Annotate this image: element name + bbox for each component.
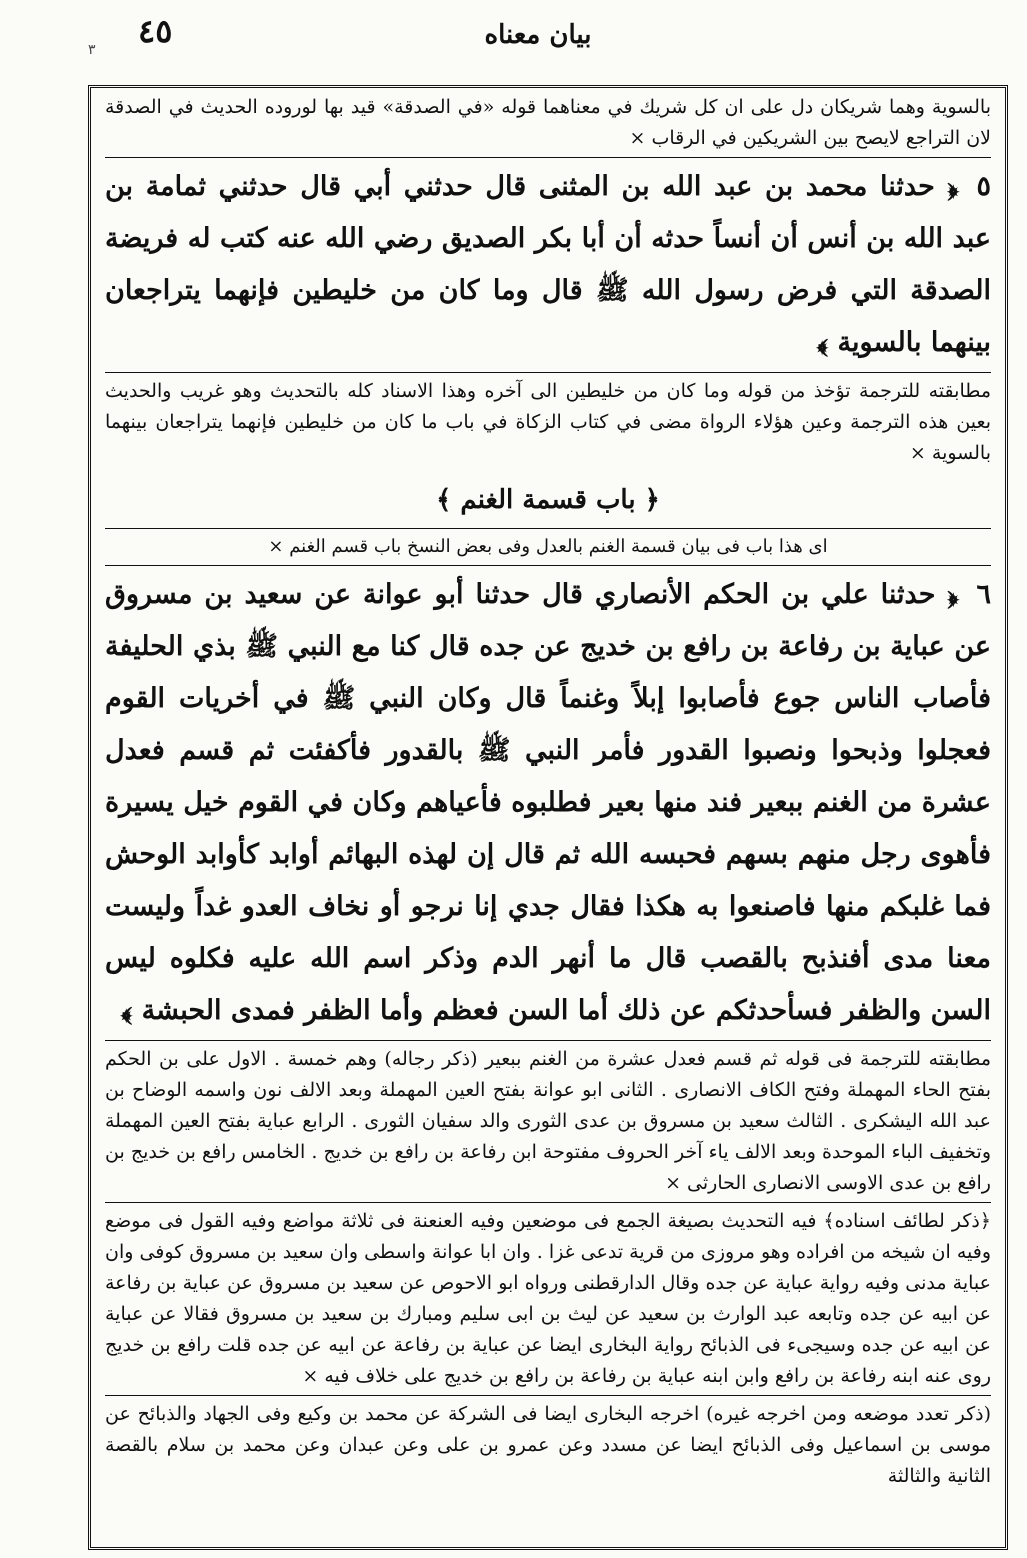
divider	[105, 1040, 991, 1041]
commentary-6-lataif: ﴿ذكر لطائف اسناده﴾ فيه التحديث بصيغة الجمع فى موضعين وفيه العنعنة فى ثلاثة مواضع وفيه القول فى موضع وفيه ان شيخه من افراده وهو مروزى من قرية تدعى غزا . وان ابا عوانة واسطى وان سعيد بن مسروق كوفى وان عباية مدنى وفيه رواية عباية عن جده وقال الدارقطنى ورواه ابو الاحوص عن سعيد بن مسروق عن عباية بن رفاعة عن ابيه عن جده وتابعه عبد الوارث بن سعيد عن ليث بن ابى سليم ومبارك بن سعيد بن مسروق فقالا عن عباية عن ابيه عن جده وسيجىء فى الذبائح رواية البخارى ايضا عن عباية بن رفاعة عن ابيه عن جده قلت رافع بن خديج روى عنه ابنه رفاعة بن رافع وابن ابنه عباية بن رفاعة بن رافع بن خديج على خلاف فيه ×	[105, 1210, 991, 1387]
divider	[105, 1202, 991, 1203]
divider	[105, 565, 991, 566]
chapter-note: اى هذا باب فى بيان قسمة الغنم بالعدل وفى بعض النسخ باب قسم الغنم ×	[268, 536, 828, 557]
text-frame	[88, 85, 1008, 1550]
commentary-6-rijal: مطابقته للترجمة فى قوله ثم قسم فعدل عشرة من الغنم ببعير (ذكر رجاله) وهم خمسة . الاول على بن الحكم بفتح الحاء المهملة وفتح الكاف الانصارى . الثانى ابو عوانة بفتح العين المهملة وبعد الالف نون واسمه الوضاح بن عبد الله اليشكرى . الثالث سعيد بن مسروق بن عدى الثورى والد سفيان الثورى . الرابع عباية بفتح العين المهملة وتخفيف الباء الموحدة وبعد الالف ياء آخر الحروف مفتوحة ابن رفاعة بن رافع بن خديج . الخامس رافع بن خديج بن رافع بن عدى الاوسى الانصارى الحارثى ×	[105, 1048, 991, 1194]
hadith-5-number: ٥	[976, 171, 991, 202]
hadith-5	[105, 161, 991, 369]
page-header	[88, 12, 988, 60]
divider	[105, 157, 991, 158]
divider	[105, 372, 991, 373]
hadith-5-text: ﴿ حدثنا محمد بن عبد الله بن المثنى قال حدثني أبي قال حدثني ثمامة بن عبد الله بن أنس أن أنساً حدثه أن أبا بكر الصديق رضي الله عنه كتب له فريضة الصدقة التي فرض رسول الله ﷺ قال وما كان من خليطين فإنهما يتراجعان بينهما بالسوية ﴾	[105, 171, 991, 358]
commentary-6-takhrij: (ذكر تعدد موضعه ومن اخرجه غيره) اخرجه البخارى ايضا فى الشركة عن محمد بن وكيع وفى الجهاد والذبائح عن موسى بن اسماعيل وفى الذبائح ايضا عن مسدد وعن عمرو بن على وعن عبدان وعن محمد بن سلام بالقصة الثانية والثالثة	[105, 1403, 991, 1487]
hadith-6-number: ٦	[976, 579, 991, 610]
commentary-top: بالسوية وهما شريكان دل على ان كل شريك في معناهما قوله «في الصدقة» قيد بها لوروده الحديث في الصدقة لان التراجع لايصح بين الشريكين في الرقاب ×	[105, 96, 991, 149]
page-title: بيان معناه	[484, 20, 592, 50]
page-number: ٤٥	[138, 12, 173, 50]
commentary-5: مطابقته للترجمة تؤخذ من قوله وما كان من خليطين الى آخره وهذا الاسناد كله بالتحديث وهو غريب والحديث بعين هذه الترجمة وعين هؤلاء الرواة مضى في كتاب الزكاة في باب ما كان من خليطين فإنهما يتراجعان بينهما بالسوية ×	[105, 380, 991, 464]
hadith-6-text: ﴿ حدثنا علي بن الحكم الأنصاري قال حدثنا أبو عوانة عن سعيد بن مسروق عن عباية بن رفاعة بن رافع بن خديج عن جده قال كنا مع النبي ﷺ بذي الحليفة فأصاب الناس جوع فأصابوا إبلاً وغنماً قال وكان النبي ﷺ في أخريات القوم فعجلوا وذبحوا ونصبوا القدور فأمر النبي ﷺ بالقدور فأكفئت ثم قسم فعدل عشرة من الغنم ببعير فند منها بعير فطلبوه فأعياهم وكان في القوم خيل يسيرة فأهوى رجل منهم بسهم فحبسه الله ثم قال إن لهذه البهائم أوابد كأوابد الوحش فما غلبكم منها فاصنعوا به هكذا فقال جدي إنا نرجو أو نخاف العدو غداً وليست معنا مدى أفنذبح بالقصب قال ما أنهر الدم وذكر اسم الله عليه فكلوه ليس السن والظفر فسأحدثكم عن ذلك أما السن فعظم وأما الظفر فمدى الحبشة ﴾	[105, 579, 991, 1026]
divider	[105, 528, 991, 529]
hadith-6	[105, 569, 991, 1037]
header-mark: ٣	[88, 42, 96, 58]
chapter-title: ﴿ باب قسمة الغنم ﴾	[436, 485, 660, 515]
divider	[105, 1395, 991, 1396]
